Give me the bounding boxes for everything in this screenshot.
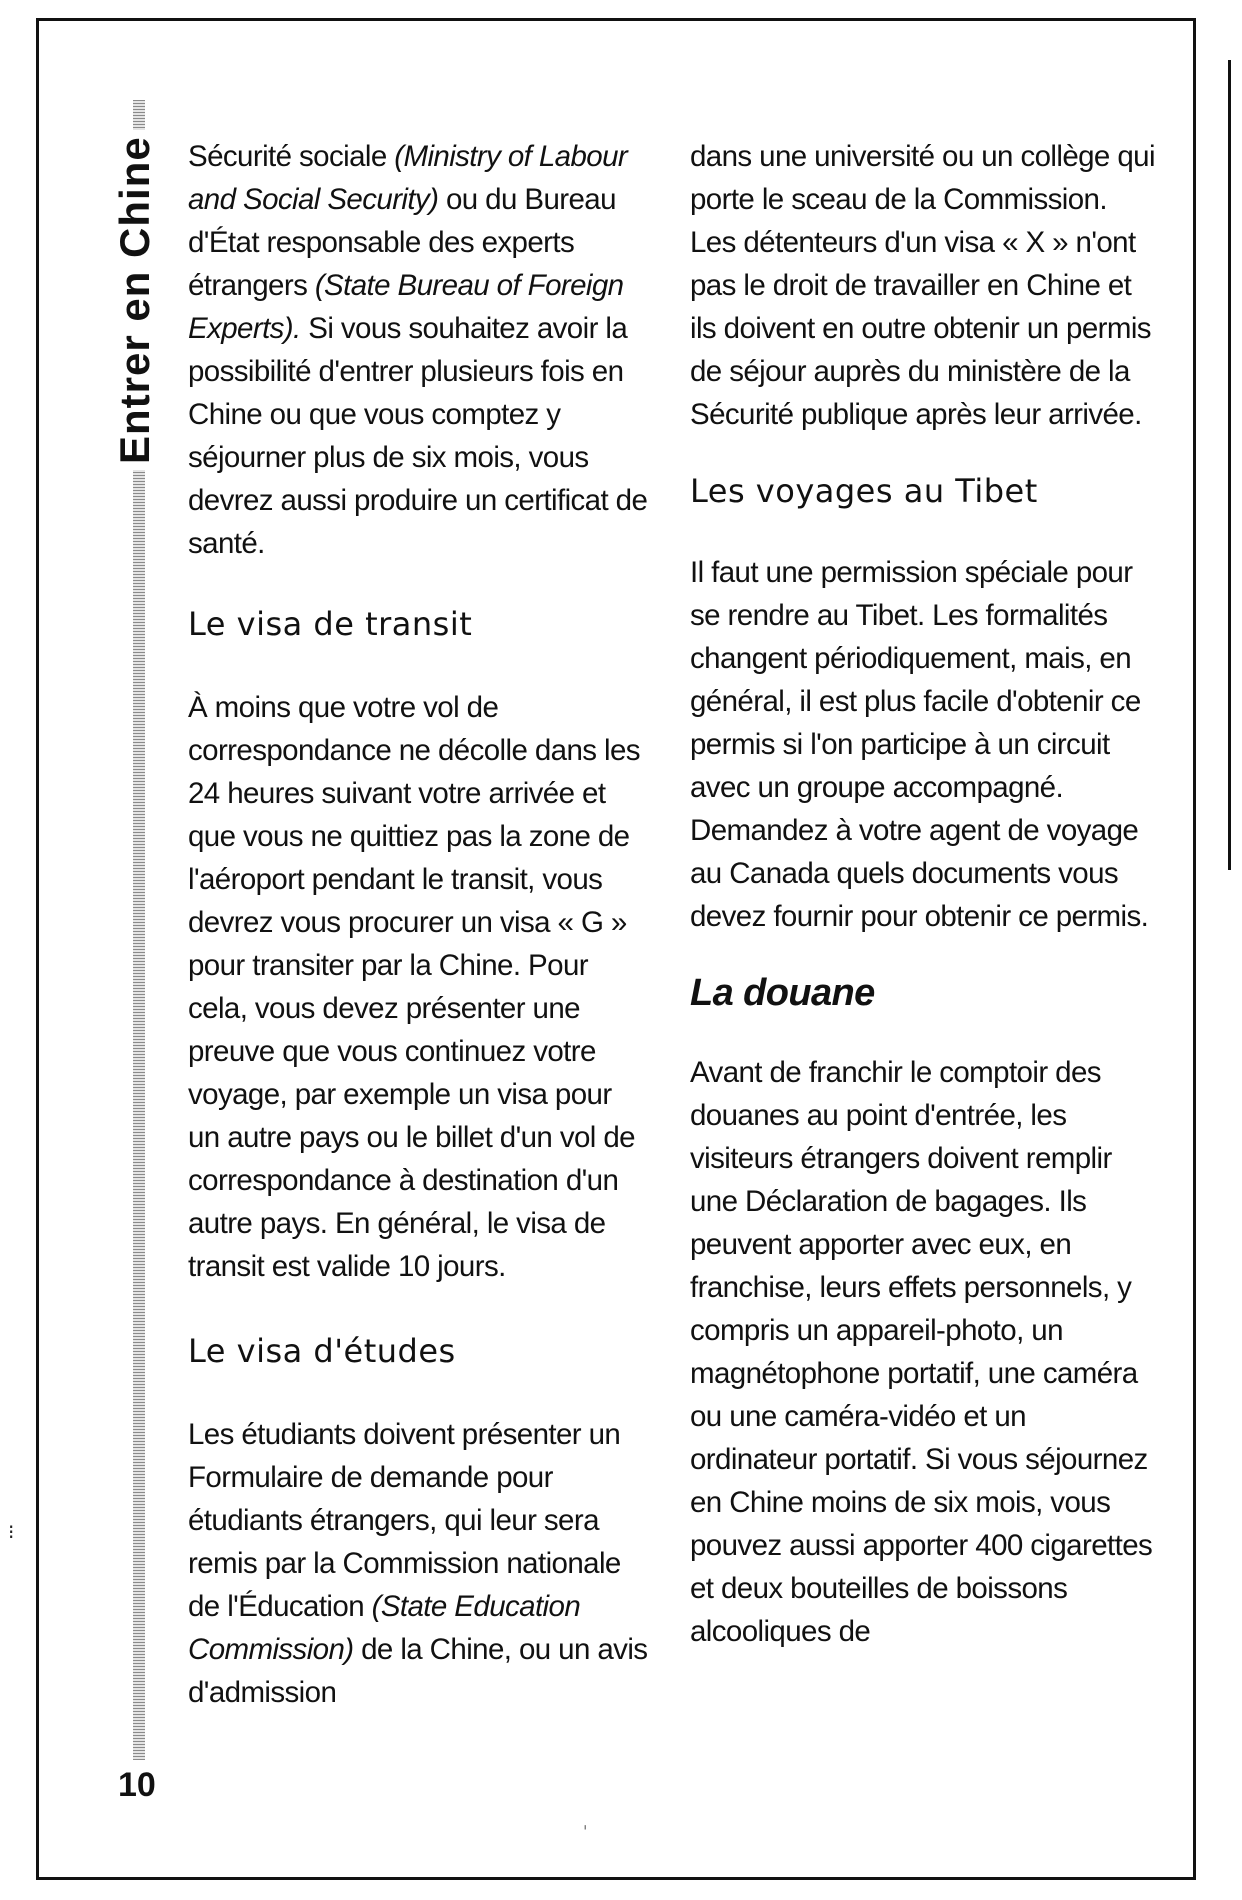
intro-text-3: Si vous souhaitez avoir la possibilité d'entrer plusieurs fois en Chine ou que vous comptez y séjourner plus de six mois, vous devrez aussi produire un certificat de santé. (188, 312, 648, 560)
scan-speck: ˌ (583, 1812, 588, 1831)
left-column (188, 135, 648, 1714)
continued-paragraph: dans une université ou un collège qui porte le sceau de la Commission. Les détenteurs d'un visa « X » n'ont pas le droit de travailler en Chine et ils doivent en outre obtenir un permis de séjour auprès du ministère de la Sécurité publique après leur arrivée. (690, 140, 1155, 431)
transit-visa-heading: Le visa de transit (188, 605, 473, 643)
right-column (690, 135, 1160, 1653)
section-tab-label: Entrer en Chine (111, 130, 159, 470)
intro-paragraph (188, 135, 648, 565)
page-edge-line (1228, 60, 1231, 870)
customs-heading: La douane (690, 972, 875, 1014)
intro-italic-1: (Ministry of Labour and Social Security) (188, 140, 628, 216)
study-visa-paragraph (188, 1413, 648, 1714)
intro-text-2: ou du Bureau d'État responsable des experts étrangers (188, 183, 616, 302)
intro-text-1: Sécurité sociale (188, 140, 395, 173)
tibet-heading: Les voyages au Tibet (690, 472, 1038, 510)
scan-mark: ⁝ (8, 1520, 15, 1544)
intro-italic-2: (State Bureau of Foreign Experts). (188, 269, 624, 345)
study-text-1: Les étudiants doivent présenter un Formulaire de demande pour étudiants étrangers, qui leur sera remis par la Commission nationale de l'Éducation (188, 1418, 621, 1623)
transit-visa-paragraph: À moins que votre vol de correspondance ne décolle dans les 24 heures suivant votre arrivée et que vous ne quittiez pas la zone de l'aéroport pendant le transit, vous devrez vous procurer un visa « G » pour transiter par la Chine. Pour cela, vous devez présenter une preuve que vous continuez votre voyage, par exemple un visa pour un autre pays ou le billet d'un vol de correspondance à destination d'un autre pays. En général, le visa de transit est valide 10 jours. (188, 691, 640, 1283)
customs-paragraph: Avant de franchir le comptoir des douanes au point d'entrée, les visiteurs étrangers doivent remplir une Déclaration de bagages. Ils peuvent apporter avec eux, en franchise, leurs effets personnels, y compris un appareil-photo, un magnétophone portatif, une caméra ou une caméra-vidéo et un ordinateur portatif. Si vous séjournez en Chine moins de six mois, vous pouvez aussi apporter 400 cigarettes et deux bouteilles de boissons alcooliques de (690, 1056, 1153, 1648)
study-visa-heading: Le visa d'études (188, 1332, 456, 1370)
tibet-paragraph: Il faut une permission spéciale pour se rendre au Tibet. Les formalités changent périodiquement, mais, en général, il est plus facile d'obtenir ce permis si l'on participe à un circuit avec un groupe accompagné. Demandez à votre agent de voyage au Canada quels documents vous devez fournir pour obtenir ce permis. (690, 556, 1149, 933)
page-number: 10 (118, 1766, 156, 1804)
study-italic-1: (State Education Commission) (188, 1590, 581, 1666)
study-text-2: de la Chine, ou un avis d'admission (188, 1633, 648, 1709)
